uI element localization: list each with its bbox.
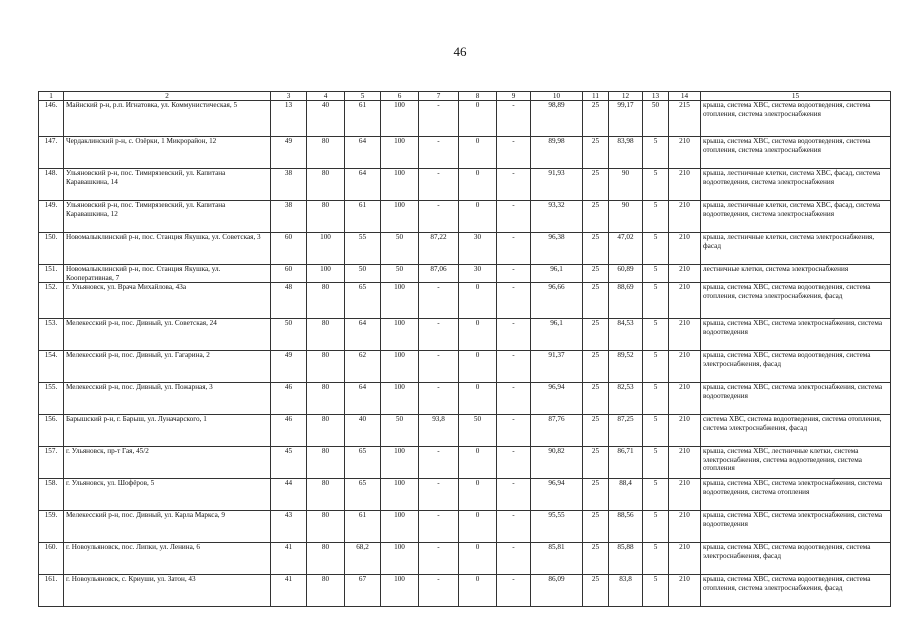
table-cell: 210 <box>669 447 701 479</box>
address-cell: Новомалыклинский р-н, пос. Станция Якушка, ул. Кооперативная, 7 <box>64 265 271 283</box>
table-cell: 60 <box>271 233 307 265</box>
works-cell: крыша, система ХВС, система водоотведения, система электроснабжения, фасад <box>701 351 891 383</box>
table-cell: 86,71 <box>609 447 643 479</box>
page-number: 46 <box>453 44 467 59</box>
table-cell: 100 <box>381 543 419 575</box>
table-cell: 100 <box>381 383 419 415</box>
table-cell: 100 <box>381 575 419 607</box>
table-row <box>39 543 891 575</box>
column-header: 9 <box>497 92 531 101</box>
table-cell: 99,17 <box>609 101 643 137</box>
table-cell: 25 <box>583 351 609 383</box>
address-cell: г. Ульяновск, пр-т Гая, 45/2 <box>64 447 271 479</box>
column-header: 7 <box>419 92 459 101</box>
table-cell: 0 <box>459 543 497 575</box>
table-cell: 83,98 <box>609 137 643 169</box>
table-cell: 91,37 <box>531 351 583 383</box>
table-cell: 160. <box>39 543 64 575</box>
table-row <box>39 233 891 265</box>
table-cell: 5 <box>643 351 669 383</box>
table-cell: 155. <box>39 383 64 415</box>
table-cell: 5 <box>643 233 669 265</box>
table-cell: 88,4 <box>609 479 643 511</box>
table-cell: 80 <box>307 137 345 169</box>
table-cell: 89,98 <box>531 137 583 169</box>
table-cell: 80 <box>307 415 345 447</box>
table-cell: 100 <box>381 169 419 201</box>
table-cell: 98,89 <box>531 101 583 137</box>
table-body <box>39 101 891 607</box>
table-cell: 210 <box>669 265 701 283</box>
table-cell: 87,25 <box>609 415 643 447</box>
table-cell: 61 <box>345 101 381 137</box>
table-row <box>39 101 891 137</box>
table-cell: 62 <box>345 351 381 383</box>
table-cell: - <box>419 283 459 319</box>
works-cell: крыша, система ХВС, система электроснабжения, система водоотведения <box>701 319 891 351</box>
table-cell: - <box>419 543 459 575</box>
table-cell: 68,2 <box>345 543 381 575</box>
table-cell: 5 <box>643 283 669 319</box>
table-cell: 100 <box>381 201 419 233</box>
column-header: 2 <box>64 92 271 101</box>
column-header: 6 <box>381 92 419 101</box>
table-cell: 25 <box>583 511 609 543</box>
table-cell: 0 <box>459 319 497 351</box>
table-cell: 25 <box>583 283 609 319</box>
table-row <box>39 201 891 233</box>
table-cell: 44 <box>271 479 307 511</box>
works-cell: крыша, система ХВС, система водоотведения, система отопления, система электроснабжения, фасад <box>701 575 891 607</box>
table-cell: 96,94 <box>531 479 583 511</box>
table-cell: 210 <box>669 137 701 169</box>
table-cell: - <box>419 479 459 511</box>
table-cell: 25 <box>583 575 609 607</box>
works-cell: система ХВС, система водоотведения, система отопления, система электроснабжения, фасад <box>701 415 891 447</box>
table-cell: 158. <box>39 479 64 511</box>
address-cell: Ульяновский р-н, пос. Тимирязевский, ул. Капитана Каравашкина, 14 <box>64 169 271 201</box>
table-cell: 87,06 <box>419 265 459 283</box>
table-cell: 46 <box>271 383 307 415</box>
table-cell: 90,82 <box>531 447 583 479</box>
column-header: 1 <box>39 92 64 101</box>
table-cell: 84,53 <box>609 319 643 351</box>
address-cell: Новомалыклинский р-н, пос. Станция Якушка, ул. Советская, 3 <box>64 233 271 265</box>
table-row <box>39 415 891 447</box>
table-row <box>39 351 891 383</box>
table-cell: - <box>419 351 459 383</box>
table-cell: - <box>497 511 531 543</box>
table-cell: 25 <box>583 101 609 137</box>
column-header: 10 <box>531 92 583 101</box>
table-cell: 61 <box>345 201 381 233</box>
column-header: 3 <box>271 92 307 101</box>
column-numbers-row <box>39 92 891 101</box>
address-cell: Мелекесский р-н, пос. Дивный, ул. Пожарная, 3 <box>64 383 271 415</box>
table-cell: 146. <box>39 101 64 137</box>
table-cell: - <box>419 511 459 543</box>
table-cell: 80 <box>307 511 345 543</box>
works-cell: крыша, система ХВС, система электроснабжения, система водоотведения <box>701 511 891 543</box>
column-header: 4 <box>307 92 345 101</box>
table-cell: - <box>419 319 459 351</box>
table-cell: 41 <box>271 543 307 575</box>
table-cell: 65 <box>345 447 381 479</box>
table-row <box>39 511 891 543</box>
table-cell: 50 <box>381 415 419 447</box>
table-row <box>39 447 891 479</box>
table-cell: 210 <box>669 233 701 265</box>
table-cell: 215 <box>669 101 701 137</box>
column-header: 15 <box>701 92 891 101</box>
table-cell: 40 <box>345 415 381 447</box>
table-cell: 25 <box>583 233 609 265</box>
table-cell: 100 <box>307 233 345 265</box>
table-cell: 50 <box>345 265 381 283</box>
table-cell: 5 <box>643 265 669 283</box>
table-cell: 210 <box>669 283 701 319</box>
address-cell: г. Новоульяновск, с. Криуши, ул. Затон, 43 <box>64 575 271 607</box>
table-cell: 0 <box>459 383 497 415</box>
table-row <box>39 479 891 511</box>
table-cell: 5 <box>643 447 669 479</box>
table-cell: - <box>419 169 459 201</box>
address-cell: Барышский р-н, г. Барыш, ул. Луначарского, 1 <box>64 415 271 447</box>
table-cell: 67 <box>345 575 381 607</box>
table-cell: 80 <box>307 319 345 351</box>
table-cell: 91,93 <box>531 169 583 201</box>
table-cell: 40 <box>307 101 345 137</box>
column-header: 12 <box>609 92 643 101</box>
table-cell: - <box>497 575 531 607</box>
works-cell: крыша, лестничные клетки, система ХВС, фасад, система водоотведения, система электроснабжения <box>701 169 891 201</box>
table-cell: - <box>419 137 459 169</box>
table-cell: 210 <box>669 575 701 607</box>
table-cell: 88,69 <box>609 283 643 319</box>
table-cell: 210 <box>669 383 701 415</box>
address-cell: Мелекесский р-н, пос. Дивный, ул. Гагарина, 2 <box>64 351 271 383</box>
table-cell: - <box>497 283 531 319</box>
table-cell: 151. <box>39 265 64 283</box>
table-cell: 5 <box>643 543 669 575</box>
works-cell: крыша, система ХВС, система электроснабжения, система водоотведения <box>701 383 891 415</box>
table-cell: - <box>419 447 459 479</box>
works-cell: крыша, система ХВС, система электроснабжения, система водоотведения, система отопления <box>701 479 891 511</box>
table-cell: 49 <box>271 137 307 169</box>
works-cell: крыша, система ХВС, система водоотведения, система электроснабжения, фасад <box>701 543 891 575</box>
table-cell: 50 <box>459 415 497 447</box>
table-cell: 50 <box>381 233 419 265</box>
table-row <box>39 283 891 319</box>
table-cell: 100 <box>381 447 419 479</box>
address-cell: Чердаклинский р-н, с. Озёрки, 1 Микрорайон, 12 <box>64 137 271 169</box>
table-row <box>39 265 891 283</box>
table-cell: 210 <box>669 479 701 511</box>
table-cell: - <box>497 447 531 479</box>
address-cell: г. Ульяновск, ул. Шофёров, 5 <box>64 479 271 511</box>
table-cell: 41 <box>271 575 307 607</box>
table-cell: - <box>419 101 459 137</box>
table-cell: 80 <box>307 383 345 415</box>
table-cell: 100 <box>381 319 419 351</box>
column-header: 14 <box>669 92 701 101</box>
address-cell: Майнский р-н, р.п. Игнатовка, ул. Коммунистическая, 5 <box>64 101 271 137</box>
table-cell: 210 <box>669 169 701 201</box>
address-cell: Ульяновский р-н, пос. Тимирязевский, ул. Капитана Каравашкина, 12 <box>64 201 271 233</box>
table-cell: 5 <box>643 201 669 233</box>
table-cell: 85,88 <box>609 543 643 575</box>
column-header: 13 <box>643 92 669 101</box>
table-cell: 64 <box>345 137 381 169</box>
table-cell: 82,53 <box>609 383 643 415</box>
table-cell: 96,38 <box>531 233 583 265</box>
table-cell: 25 <box>583 319 609 351</box>
table-cell: 5 <box>643 575 669 607</box>
table-cell: 93,32 <box>531 201 583 233</box>
table-cell: 30 <box>459 233 497 265</box>
table-cell: 87,76 <box>531 415 583 447</box>
table-cell: 61 <box>345 511 381 543</box>
table-cell: 0 <box>459 101 497 137</box>
table-cell: 152. <box>39 283 64 319</box>
table-cell: - <box>497 201 531 233</box>
table-cell: 0 <box>459 351 497 383</box>
table-cell: - <box>497 383 531 415</box>
table-cell: 80 <box>307 447 345 479</box>
table-cell: 43 <box>271 511 307 543</box>
table-cell: 96,1 <box>531 319 583 351</box>
table-cell: 5 <box>643 511 669 543</box>
table-cell: - <box>497 319 531 351</box>
table-cell: 148. <box>39 169 64 201</box>
table-cell: 153. <box>39 319 64 351</box>
table-cell: 87,22 <box>419 233 459 265</box>
table-cell: 0 <box>459 137 497 169</box>
table-cell: 80 <box>307 575 345 607</box>
table-cell: 65 <box>345 479 381 511</box>
table-cell: 210 <box>669 543 701 575</box>
table-cell: 210 <box>669 201 701 233</box>
table-cell: 64 <box>345 169 381 201</box>
table-cell: 50 <box>271 319 307 351</box>
table-cell: 25 <box>583 169 609 201</box>
table-cell: 25 <box>583 201 609 233</box>
table-cell: 96,66 <box>531 283 583 319</box>
table-cell: - <box>497 351 531 383</box>
table-cell: 100 <box>381 283 419 319</box>
table-cell: 13 <box>271 101 307 137</box>
table-cell: 0 <box>459 201 497 233</box>
table-cell: 83,8 <box>609 575 643 607</box>
table-cell: 80 <box>307 169 345 201</box>
table-cell: 100 <box>381 351 419 383</box>
table-cell: 147. <box>39 137 64 169</box>
table-cell: 25 <box>583 137 609 169</box>
table-cell: 5 <box>643 169 669 201</box>
table-cell: - <box>497 479 531 511</box>
column-header: 11 <box>583 92 609 101</box>
table-cell: 154. <box>39 351 64 383</box>
table-cell: 0 <box>459 575 497 607</box>
table-cell: 85,81 <box>531 543 583 575</box>
table-cell: - <box>497 415 531 447</box>
table-cell: 80 <box>307 543 345 575</box>
table-cell: - <box>497 101 531 137</box>
works-cell: крыша, система ХВС, система водоотведения, система отопления, система электроснабжения <box>701 101 891 137</box>
table-cell: 0 <box>459 283 497 319</box>
table-cell: 5 <box>643 415 669 447</box>
address-cell: г. Новоульяновск, пос. Липки, ул. Ленина, 6 <box>64 543 271 575</box>
table-cell: 25 <box>583 479 609 511</box>
table-cell: 0 <box>459 511 497 543</box>
table-cell: 210 <box>669 415 701 447</box>
table-cell: 95,55 <box>531 511 583 543</box>
address-cell: г. Ульяновск, ул. Врача Михайлова, 43а <box>64 283 271 319</box>
table-cell: 88,56 <box>609 511 643 543</box>
table-cell: 38 <box>271 169 307 201</box>
table-cell: 25 <box>583 447 609 479</box>
table-cell: - <box>419 575 459 607</box>
table-cell: 45 <box>271 447 307 479</box>
address-cell: Мелекесский р-н, пос. Дивный, ул. Советская, 24 <box>64 319 271 351</box>
table-cell: - <box>497 265 531 283</box>
address-cell: Мелекесский р-н, пос. Дивный, ул. Карла Маркса, 9 <box>64 511 271 543</box>
works-cell: лестничные клетки, система электроснабжения <box>701 265 891 283</box>
table-cell: 25 <box>583 415 609 447</box>
table-row <box>39 137 891 169</box>
table-cell: 0 <box>459 479 497 511</box>
table-cell: 80 <box>307 201 345 233</box>
table-cell: 90 <box>609 169 643 201</box>
table-cell: 5 <box>643 319 669 351</box>
table-cell: 5 <box>643 383 669 415</box>
table-cell: 38 <box>271 201 307 233</box>
table-cell: 30 <box>459 265 497 283</box>
table-cell: 47,02 <box>609 233 643 265</box>
column-header: 8 <box>459 92 497 101</box>
table-cell: 64 <box>345 319 381 351</box>
table-cell: 100 <box>307 265 345 283</box>
works-cell: крыша, система ХВС, лестничные клетки, система электроснабжения, система водоотведения, система отопления <box>701 447 891 479</box>
table-cell: 100 <box>381 137 419 169</box>
table-cell: 50 <box>381 265 419 283</box>
table-cell: 25 <box>583 543 609 575</box>
table-cell: 65 <box>345 283 381 319</box>
table-cell: - <box>497 137 531 169</box>
table-cell: 100 <box>381 101 419 137</box>
table-cell: 100 <box>381 511 419 543</box>
table-cell: 93,8 <box>419 415 459 447</box>
table-cell: 25 <box>583 265 609 283</box>
table-row <box>39 319 891 351</box>
table-cell: 80 <box>307 351 345 383</box>
table-cell: 60 <box>271 265 307 283</box>
table-cell: 48 <box>271 283 307 319</box>
table-cell: 210 <box>669 511 701 543</box>
table-cell: 96,94 <box>531 383 583 415</box>
table-cell: - <box>497 169 531 201</box>
table-cell: 64 <box>345 383 381 415</box>
table-cell: 50 <box>643 101 669 137</box>
column-header: 5 <box>345 92 381 101</box>
table-cell: - <box>497 233 531 265</box>
table-cell: 161. <box>39 575 64 607</box>
table-cell: 60,89 <box>609 265 643 283</box>
table-cell: 46 <box>271 415 307 447</box>
table-cell: - <box>419 201 459 233</box>
table-cell: 25 <box>583 383 609 415</box>
housing-repair-table <box>38 91 891 607</box>
table-cell: 150. <box>39 233 64 265</box>
table-cell: 156. <box>39 415 64 447</box>
table-cell: 0 <box>459 447 497 479</box>
table-row <box>39 169 891 201</box>
table-cell: 49 <box>271 351 307 383</box>
works-cell: крыша, лестничные клетки, система электроснабжения, фасад <box>701 233 891 265</box>
table-cell: 5 <box>643 479 669 511</box>
table-cell: 100 <box>381 479 419 511</box>
table-header <box>39 92 891 101</box>
table-cell: 149. <box>39 201 64 233</box>
table-cell: - <box>419 383 459 415</box>
works-cell: крыша, система ХВС, система водоотведения, система отопления, система электроснабжения <box>701 137 891 169</box>
table-cell: 5 <box>643 137 669 169</box>
table-cell: 159. <box>39 511 64 543</box>
table-cell: - <box>497 543 531 575</box>
table-cell: 210 <box>669 351 701 383</box>
table-row <box>39 575 891 607</box>
table-cell: 86,09 <box>531 575 583 607</box>
works-cell: крыша, лестничные клетки, система ХВС, фасад, система водоотведения, система электроснабжения <box>701 201 891 233</box>
table-cell: 89,52 <box>609 351 643 383</box>
table-cell: 55 <box>345 233 381 265</box>
table-cell: 96,1 <box>531 265 583 283</box>
table-cell: 0 <box>459 169 497 201</box>
table-row <box>39 383 891 415</box>
works-cell: крыша, система ХВС, система водоотведения, система отопления, система электроснабжения, фасад <box>701 283 891 319</box>
table-cell: 90 <box>609 201 643 233</box>
table-cell: 210 <box>669 319 701 351</box>
table-cell: 80 <box>307 283 345 319</box>
table-cell: 80 <box>307 479 345 511</box>
table-cell: 157. <box>39 447 64 479</box>
